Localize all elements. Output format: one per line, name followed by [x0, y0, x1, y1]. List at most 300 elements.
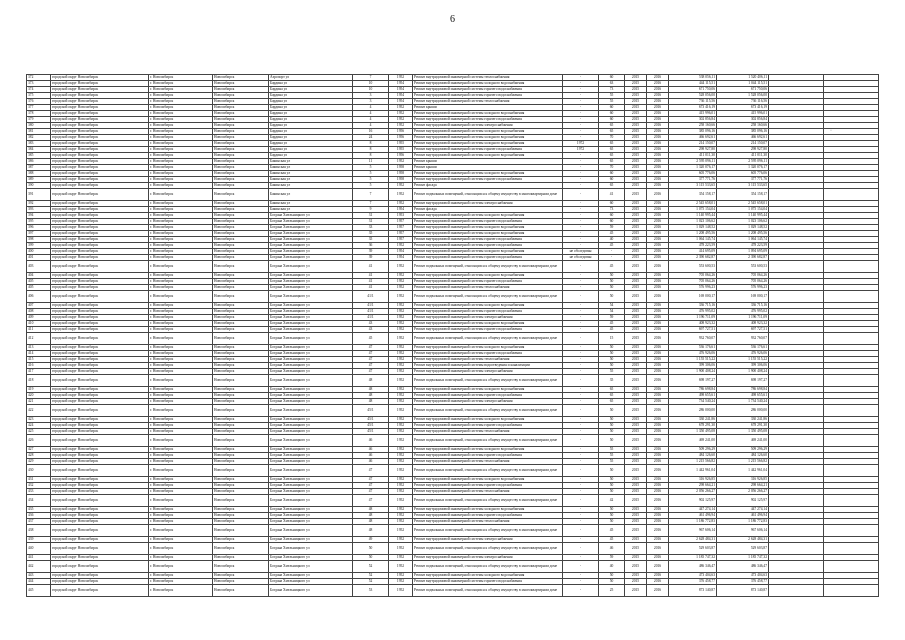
- cell-no: 438: [27, 525, 51, 537]
- cell-no: 428: [27, 453, 51, 459]
- cell-okrug: городской округ Новосибирск: [51, 87, 149, 93]
- cell-from: 2015: [625, 525, 647, 537]
- cell-c1: -: [563, 453, 599, 459]
- cell-to: 2016: [647, 483, 669, 489]
- cell-to: 2016: [647, 249, 669, 255]
- cell-year: 1955: [389, 141, 413, 147]
- cell-street: Богдана Хмельницкого ул: [269, 561, 353, 573]
- cell-okrug: городской округ Новосибирск: [51, 555, 149, 561]
- cell-house: 10: [353, 87, 389, 93]
- cell-c1: -: [563, 573, 599, 579]
- cell-to: 2016: [647, 285, 669, 291]
- cell-okrug: городской округ Новосибирск: [51, 519, 149, 525]
- cell-locality: Новосибирск: [213, 387, 269, 393]
- cell-c4: [824, 261, 879, 273]
- cell-cost1: 697 727,51: [669, 327, 717, 333]
- cell-c1: -: [563, 99, 599, 105]
- cell-cost2: 1 186 772,83: [717, 519, 769, 525]
- cell-city: г. Новосибирск: [149, 213, 213, 219]
- cell-from: 2015: [625, 141, 647, 147]
- cell-cost2: 1 196 711,09: [717, 315, 769, 321]
- cell-street: Бардина ул: [269, 141, 353, 147]
- cell-no: 378: [27, 111, 51, 117]
- cell-street: Бардина ул: [269, 123, 353, 129]
- cell-no: 381: [27, 129, 51, 135]
- cell-c2: 70: [599, 165, 625, 171]
- cell-to: 2016: [647, 333, 669, 345]
- cell-locality: Новосибирск: [213, 399, 269, 405]
- cell-locality: Новосибирск: [213, 585, 269, 597]
- cell-year: 1952: [389, 579, 413, 585]
- cell-from: 2015: [625, 519, 647, 525]
- cell-no: 429: [27, 459, 51, 465]
- cell-year: 1957: [389, 219, 413, 225]
- cell-house: 10: [353, 81, 389, 87]
- cell-okrug: городской округ Новосибирск: [51, 357, 149, 363]
- cell-city: г. Новосибирск: [149, 81, 213, 87]
- cell-no: 385: [27, 153, 51, 159]
- cell-from: 2015: [625, 189, 647, 201]
- cell-cost1: 377 771,76: [669, 177, 717, 183]
- cell-city: г. Новосибирск: [149, 357, 213, 363]
- cell-c2: 50: [599, 273, 625, 279]
- cell-okrug: городской округ Новосибирск: [51, 459, 149, 465]
- cell-city: г. Новосибирск: [149, 99, 213, 105]
- cell-house: 41: [353, 279, 389, 285]
- cell-locality: Новосибирск: [213, 201, 269, 207]
- cell-no: 394: [27, 213, 51, 219]
- cell-okrug: городской округ Новосибирск: [51, 489, 149, 495]
- cell-c2: 65: [599, 141, 625, 147]
- cell-c2: 60: [599, 111, 625, 117]
- cell-year: 1952: [389, 111, 413, 117]
- cell-no: 392: [27, 201, 51, 207]
- cell-c1: -: [563, 201, 599, 207]
- cell-c1: 1972: [563, 141, 599, 147]
- cell-locality: Новосибирск: [213, 561, 269, 573]
- cell-cost1: 967 606,14: [669, 525, 717, 537]
- cell-okrug: городской округ Новосибирск: [51, 573, 149, 579]
- cell-street: Богдана Хмельницкого ул: [269, 513, 353, 519]
- cell-cost2: 461 496,94: [717, 513, 769, 519]
- cell-to: 2016: [647, 405, 669, 417]
- cell-c2: 60: [599, 201, 625, 207]
- cell-from: 2015: [625, 129, 647, 135]
- cell-cost2: 1 140 995,44: [717, 213, 769, 219]
- cell-street: Богдана Хмельницкого ул: [269, 249, 353, 255]
- cell-city: г. Новосибирск: [149, 327, 213, 333]
- cell-year: 1952: [389, 495, 413, 507]
- cell-year: 1952: [389, 561, 413, 573]
- cell-city: г. Новосибирск: [149, 399, 213, 405]
- cell-city: г. Новосибирск: [149, 573, 213, 579]
- cell-locality: Новосибирск: [213, 519, 269, 525]
- cell-cost1: 1 208 495,56: [669, 231, 717, 237]
- cell-cost2: 298 664,21: [717, 483, 769, 489]
- cell-to: 2016: [647, 165, 669, 171]
- cell-c1: -: [563, 435, 599, 447]
- cell-okrug: городской округ Новосибирск: [51, 243, 149, 249]
- cell-no: 387: [27, 165, 51, 171]
- cell-okrug: городской округ Новосибирск: [51, 375, 149, 387]
- cell-okrug: городской округ Новосибирск: [51, 363, 149, 369]
- cell-street: Богдана Хмельницкого ул: [269, 483, 353, 489]
- cell-from: 2015: [625, 183, 647, 189]
- cell-city: г. Новосибирск: [149, 291, 213, 303]
- cell-to: 2016: [647, 507, 669, 513]
- cell-c1: -: [563, 519, 599, 525]
- cell-cost2: 873 140,87: [717, 585, 769, 597]
- cell-year: 1952: [389, 573, 413, 579]
- cell-c1: -: [563, 165, 599, 171]
- cell-house: 48: [353, 507, 389, 513]
- cell-work: Ремонт подвальных помещений, относящихся к общему имуществу в многоквартирном доме: [413, 189, 563, 201]
- cell-work: Ремонт внутридомовой инженерной системы теплоснабжения: [413, 357, 563, 363]
- cell-to: 2016: [647, 93, 669, 99]
- cell-cost1: 2 390 682,87: [669, 255, 717, 261]
- cell-locality: Новосибирск: [213, 273, 269, 279]
- cell-locality: Новосибирск: [213, 111, 269, 117]
- cell-locality: Новосибирск: [213, 171, 269, 177]
- cell-okrug: городской округ Новосибирск: [51, 513, 149, 519]
- cell-c2: 65: [599, 183, 625, 189]
- cell-cost2: 673 416,19: [717, 105, 769, 111]
- cell-c3: [769, 333, 824, 345]
- cell-city: г. Новосибирск: [149, 387, 213, 393]
- cell-city: г. Новосибирск: [149, 177, 213, 183]
- cell-no: 431: [27, 477, 51, 483]
- cell-street: Бардина ул: [269, 93, 353, 99]
- cell-cost2: 1 044 115,51: [717, 81, 769, 87]
- cell-year: 1957: [389, 225, 413, 231]
- cell-okrug: городской округ Новосибирск: [51, 435, 149, 447]
- cell-locality: Новосибирск: [213, 423, 269, 429]
- cell-from: 2015: [625, 333, 647, 345]
- cell-house: 50: [353, 555, 389, 561]
- cell-street: Богдана Хмельницкого ул: [269, 243, 353, 249]
- cell-locality: Новосибирск: [213, 453, 269, 459]
- cell-okrug: городской округ Новосибирск: [51, 105, 149, 111]
- cell-no: 380: [27, 123, 51, 129]
- cell-street: Бакинская ул: [269, 171, 353, 177]
- cell-street: Богдана Хмельницкого ул: [269, 219, 353, 225]
- cell-c1: -: [563, 111, 599, 117]
- cell-street: Бардина ул: [269, 117, 353, 123]
- cell-from: 2015: [625, 291, 647, 303]
- cell-house: 5: [353, 177, 389, 183]
- cell-city: г. Новосибирск: [149, 225, 213, 231]
- cell-street: Бакинская ул: [269, 177, 353, 183]
- cell-cost1: 528 056,00: [669, 93, 717, 99]
- cell-year: 1954: [389, 81, 413, 87]
- cell-c4: [824, 291, 879, 303]
- cell-year: 1952: [389, 201, 413, 207]
- cell-street: Богдана Хмельницкого ул: [269, 399, 353, 405]
- cell-work: Ремонт внутридомовой инженерной системы горячего водоснабжения: [413, 579, 563, 585]
- cell-locality: Новосибирск: [213, 435, 269, 447]
- cell-street: Богдана Хмельницкого ул: [269, 393, 353, 399]
- cell-locality: Новосибирск: [213, 579, 269, 585]
- cell-house: 43: [353, 327, 389, 333]
- cell-city: г. Новосибирск: [149, 315, 213, 321]
- cell-cost2: 736 116,56: [717, 99, 769, 105]
- cell-street: Аэропорт ул: [269, 75, 353, 81]
- cell-work: Ремонт внутридомовой инженерной системы электроснабжения: [413, 201, 563, 207]
- cell-c1: -: [563, 489, 599, 495]
- cell-c3: [769, 261, 824, 273]
- cell-from: 2015: [625, 75, 647, 81]
- cell-no: 389: [27, 177, 51, 183]
- cell-from: 2015: [625, 447, 647, 453]
- cell-year: 1957: [389, 231, 413, 237]
- cell-from: 2015: [625, 375, 647, 387]
- cell-locality: Новосибирск: [213, 543, 269, 555]
- cell-to: 2016: [647, 423, 669, 429]
- cell-c1: -: [563, 561, 599, 573]
- cell-street: Богдана Хмельницкого ул: [269, 525, 353, 537]
- cell-to: 2016: [647, 309, 669, 315]
- cell-street: Богдана Хмельницкого ул: [269, 543, 353, 555]
- cell-year: 1952: [389, 105, 413, 111]
- cell-no: 413: [27, 345, 51, 351]
- cell-c2: 65: [599, 123, 625, 129]
- cell-okrug: городской округ Новосибирск: [51, 369, 149, 375]
- cell-locality: Новосибирск: [213, 447, 269, 453]
- table-row: [27, 333, 879, 345]
- cell-c4: [824, 585, 879, 597]
- cell-year: 1954: [389, 249, 413, 255]
- cell-c2: 59: [599, 555, 625, 561]
- cell-cost1: 478 223,59: [669, 243, 717, 249]
- cell-to: 2016: [647, 429, 669, 435]
- cell-locality: Новосибирск: [213, 315, 269, 321]
- cell-cost1: 576 996,23: [669, 285, 717, 291]
- cell-c4: [824, 189, 879, 201]
- cell-year: 1952: [389, 477, 413, 483]
- cell-from: 2015: [625, 537, 647, 543]
- cell-cost1: 486 346,47: [669, 561, 717, 573]
- cell-from: 2015: [625, 555, 647, 561]
- cell-house: 47: [353, 489, 389, 495]
- cell-no: 435: [27, 507, 51, 513]
- table-row: [27, 465, 879, 477]
- cell-c2: 60: [599, 213, 625, 219]
- cell-cost1: 1 215 566,82: [669, 459, 717, 465]
- cell-work: Ремонт внутридомовой инженерной системы электроснабжения: [413, 555, 563, 561]
- cell-cost1: 678 291,30: [669, 423, 717, 429]
- cell-from: 2015: [625, 249, 647, 255]
- cell-to: 2016: [647, 183, 669, 189]
- cell-c1: -: [563, 345, 599, 351]
- cell-no: 411: [27, 327, 51, 333]
- cell-cost2: 385 096,16: [717, 129, 769, 135]
- cell-city: г. Новосибирск: [149, 309, 213, 315]
- cell-locality: Новосибирск: [213, 513, 269, 519]
- cell-street: Богдана Хмельницкого ул: [269, 237, 353, 243]
- cell-okrug: городской округ Новосибирск: [51, 285, 149, 291]
- cell-c2: 45: [599, 321, 625, 327]
- cell-work: Ремонт крыши: [413, 159, 563, 165]
- cell-from: 2015: [625, 225, 647, 231]
- cell-year: 1954: [389, 93, 413, 99]
- cell-okrug: городской округ Новосибирск: [51, 399, 149, 405]
- cell-street: Богдана Хмельницкого ул: [269, 255, 353, 261]
- cell-okrug: городской округ Новосибирск: [51, 255, 149, 261]
- cell-c2: 50: [599, 291, 625, 303]
- cell-work: Ремонт внутридомовой инженерной системы холодного водоснабжения: [413, 249, 563, 255]
- cell-c1: -: [563, 105, 599, 111]
- cell-street: Богдана Хмельницкого ул: [269, 495, 353, 507]
- cell-house: 24: [353, 135, 389, 141]
- cell-from: 2015: [625, 507, 647, 513]
- cell-c1: -: [563, 387, 599, 393]
- cell-year: 1952: [389, 75, 413, 81]
- cell-no: 407: [27, 303, 51, 309]
- cell-from: 2015: [625, 81, 647, 87]
- cell-year: 1952: [389, 357, 413, 363]
- cell-year: 1952: [389, 375, 413, 387]
- cell-c1: -: [563, 273, 599, 279]
- cell-house: 3: [353, 99, 389, 105]
- cell-locality: Новосибирск: [213, 261, 269, 273]
- cell-locality: Новосибирск: [213, 177, 269, 183]
- cell-street: Богдана Хмельницкого ул: [269, 465, 353, 477]
- cell-year: 1952: [389, 459, 413, 465]
- cell-okrug: городской округ Новосибирск: [51, 201, 149, 207]
- cell-locality: Новосибирск: [213, 393, 269, 399]
- cell-cost1: 298 927,80: [669, 147, 717, 153]
- cell-locality: Новосибирск: [213, 207, 269, 213]
- cell-c1: -: [563, 291, 599, 303]
- cell-to: 2016: [647, 105, 669, 111]
- cell-street: Богдана Хмельницкого ул: [269, 447, 353, 453]
- cell-from: 2015: [625, 483, 647, 489]
- cell-work: Ремонт внутридомовой инженерной системы горячего водоснабжения: [413, 243, 563, 249]
- cell-okrug: городской округ Новосибирск: [51, 111, 149, 117]
- cell-work: Ремонт внутридомовой инженерной системы теплоснабжения: [413, 285, 563, 291]
- cell-city: г. Новосибирск: [149, 273, 213, 279]
- cell-year: 1953: [389, 213, 413, 219]
- cell-work: Ремонт подвальных помещений, относящихся к общему имуществу в многоквартирном доме: [413, 405, 563, 417]
- cell-house: 41: [353, 273, 389, 279]
- cell-work: Ремонт внутридомовой инженерной системы горячего водоснабжения: [413, 309, 563, 315]
- cell-city: г. Новосибирск: [149, 519, 213, 525]
- cell-c1: -: [563, 93, 599, 99]
- cell-year: 1952: [389, 117, 413, 123]
- cell-c2: 50: [599, 465, 625, 477]
- cell-locality: Новосибирск: [213, 525, 269, 537]
- cell-city: г. Новосибирск: [149, 345, 213, 351]
- cell-locality: Новосибирск: [213, 165, 269, 171]
- cell-to: 2016: [647, 207, 669, 213]
- cell-house: 48: [353, 525, 389, 537]
- cell-house: 47: [353, 369, 389, 375]
- cell-city: г. Новосибирск: [149, 351, 213, 357]
- cell-no: 386: [27, 159, 51, 165]
- cell-house: 35: [353, 231, 389, 237]
- cell-c2: 73: [599, 87, 625, 93]
- cell-street: Богдана Хмельницкого ул: [269, 585, 353, 597]
- cell-from: 2015: [625, 417, 647, 423]
- cell-okrug: городской округ Новосибирск: [51, 417, 149, 423]
- cell-c2: 50: [599, 507, 625, 513]
- cell-c3: [769, 465, 824, 477]
- cell-locality: Новосибирск: [213, 465, 269, 477]
- cell-cost1: 469 241,00: [669, 435, 717, 447]
- cell-from: 2015: [625, 357, 647, 363]
- cell-okrug: городской округ Новосибирск: [51, 171, 149, 177]
- cell-work: Ремонт внутридомовой инженерной системы электроснабжения: [413, 123, 563, 129]
- cell-okrug: городской округ Новосибирск: [51, 141, 149, 147]
- cell-cost1: 786 698,84: [669, 387, 717, 393]
- cell-c4: [824, 333, 879, 345]
- cell-work: Ремонт внутридомовой инженерной системы горячего водоснабжения: [413, 237, 563, 243]
- cell-cost2: 509 296,29: [717, 447, 769, 453]
- cell-no: 379: [27, 117, 51, 123]
- cell-cost1: 1 442 961,04: [669, 465, 717, 477]
- cell-to: 2016: [647, 513, 669, 519]
- cell-cost2: 484 126,60: [717, 453, 769, 459]
- cell-to: 2016: [647, 159, 669, 165]
- cell-no: 375: [27, 93, 51, 99]
- cell-cost1: 385 096,16: [669, 129, 717, 135]
- cell-work: Ремонт внутридомовой инженерной системы холодного водоснабжения: [413, 303, 563, 309]
- cell-to: 2016: [647, 537, 669, 543]
- cell-c1: -: [563, 207, 599, 213]
- cell-no: 427: [27, 447, 51, 453]
- cell-from: 2015: [625, 177, 647, 183]
- cell-no: 376: [27, 99, 51, 105]
- cell-from: 2015: [625, 585, 647, 597]
- cell-year: 1952: [389, 303, 413, 309]
- cell-year: 1954: [389, 255, 413, 261]
- cell-locality: Новосибирск: [213, 327, 269, 333]
- cell-cost2: 354 158,17: [717, 189, 769, 201]
- cell-house: 46: [353, 435, 389, 447]
- cell-city: г. Новосибирск: [149, 255, 213, 261]
- cell-okrug: городской округ Новосибирск: [51, 453, 149, 459]
- cell-street: Богдана Хмельницкого ул: [269, 315, 353, 321]
- cell-city: г. Новосибирск: [149, 513, 213, 519]
- cell-year: 1952: [389, 519, 413, 525]
- cell-year: 1952: [389, 465, 413, 477]
- cell-okrug: городской округ Новосибирск: [51, 273, 149, 279]
- cell-cost2: 2 390 682,87: [717, 255, 769, 261]
- cell-okrug: городской округ Новосибирск: [51, 183, 149, 189]
- cell-no: 404: [27, 273, 51, 279]
- cell-c2: 50: [599, 483, 625, 489]
- cell-to: 2016: [647, 123, 669, 129]
- cell-c1: -: [563, 117, 599, 123]
- cell-cost2: 336 715,16: [717, 303, 769, 309]
- cell-to: 2016: [647, 189, 669, 201]
- cell-c2: -: [599, 255, 625, 261]
- cell-to: 2016: [647, 375, 669, 387]
- cell-work: Ремонт подвальных помещений, относящихся к общему имуществу в многоквартирном доме: [413, 585, 563, 597]
- cell-locality: Новосибирск: [213, 93, 269, 99]
- cell-cost2: 286 000,00: [717, 405, 769, 417]
- cell-from: 2015: [625, 435, 647, 447]
- cell-year: 1957: [389, 237, 413, 243]
- cell-street: Богдана Хмельницкого ул: [269, 477, 353, 483]
- cell-locality: Новосибирск: [213, 429, 269, 435]
- cell-street: Бардина ул: [269, 135, 353, 141]
- cell-cost1: 415 996,01: [669, 111, 717, 117]
- cell-city: г. Новосибирск: [149, 417, 213, 423]
- cell-no: 441: [27, 555, 51, 561]
- cell-no: 419: [27, 387, 51, 393]
- cell-to: 2016: [647, 177, 669, 183]
